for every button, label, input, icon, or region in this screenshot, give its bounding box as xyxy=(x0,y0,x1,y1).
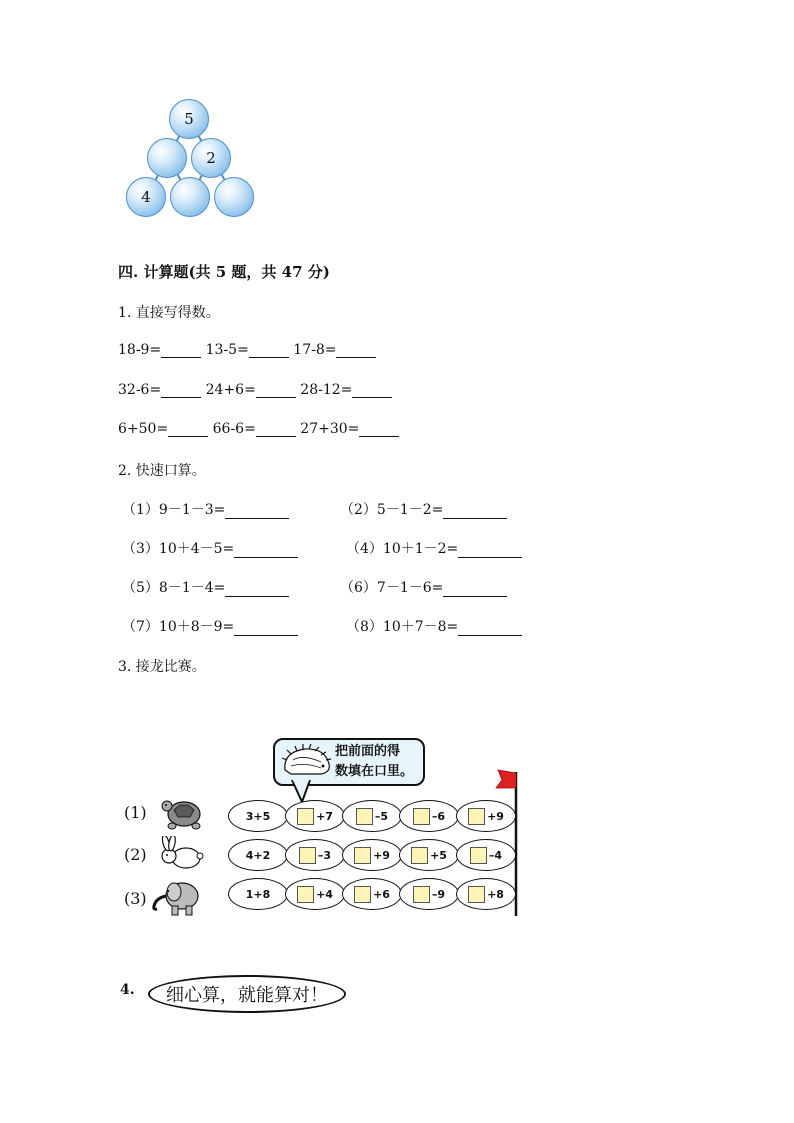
answer-blank[interactable] xyxy=(168,422,208,437)
turtle-icon xyxy=(158,796,208,832)
answer-blank[interactable] xyxy=(443,582,507,597)
answer-box[interactable] xyxy=(297,808,314,825)
q2-item xyxy=(346,616,522,636)
chain-op: +9 xyxy=(373,848,390,862)
q2-item xyxy=(340,577,507,597)
chain-oval xyxy=(342,800,402,832)
answer-blank[interactable] xyxy=(249,343,289,358)
row-label: (2) xyxy=(124,845,147,864)
answer-box[interactable] xyxy=(299,847,316,864)
chain-op: +4 xyxy=(316,887,333,901)
chain-oval xyxy=(456,878,516,910)
chain-op: +5 xyxy=(430,848,447,862)
q2-expr: （3）10＋4－5= xyxy=(122,541,235,557)
hedgehog-icon xyxy=(281,744,333,778)
q2-expr: （1）9－1－3= xyxy=(122,502,226,518)
q2-expr: （8）10＋7－8= xyxy=(346,619,459,635)
answer-box[interactable] xyxy=(468,808,485,825)
q3-title: 3. 接龙比赛。 xyxy=(118,659,206,675)
start-oval xyxy=(228,839,288,871)
answer-box[interactable] xyxy=(354,847,371,864)
chain-op: –6 xyxy=(431,809,446,823)
speech-line: 把前面的得 xyxy=(335,744,401,759)
chain-op: –5 xyxy=(374,809,389,823)
q4-number: 4. xyxy=(120,982,135,998)
q1-row xyxy=(118,342,376,358)
pyramid-ball-bottom-left xyxy=(126,177,166,217)
speech-line: 数填在口里。 xyxy=(335,764,414,779)
q2-expr: （5）8－1－4= xyxy=(122,580,226,596)
row-label: (1) xyxy=(124,803,147,822)
answer-blank[interactable] xyxy=(359,422,399,437)
q2-item xyxy=(122,499,289,519)
answer-box[interactable] xyxy=(297,886,314,903)
q2-item xyxy=(122,616,298,636)
answer-blank[interactable] xyxy=(256,383,296,398)
chain-oval xyxy=(285,800,345,832)
chain-oval xyxy=(342,878,402,910)
chain-op: +9 xyxy=(487,809,504,823)
q1-expr: 28-12= xyxy=(300,382,353,398)
answer-box[interactable] xyxy=(470,847,487,864)
q2-item xyxy=(340,499,507,519)
q1-expr: 18-9= xyxy=(118,342,162,358)
start-expr: 3+5 xyxy=(245,809,271,823)
answer-blank[interactable] xyxy=(256,422,296,437)
chain-oval xyxy=(456,839,516,871)
start-expr: 4+2 xyxy=(245,848,271,862)
pyramid-ball-top xyxy=(169,99,209,139)
q4-banner xyxy=(148,975,346,1013)
answer-box[interactable] xyxy=(356,808,373,825)
pyramid-value: 2 xyxy=(206,149,216,167)
answer-blank[interactable] xyxy=(161,383,201,398)
chain-oval xyxy=(285,878,345,910)
q2-item xyxy=(346,538,522,558)
chain-oval xyxy=(285,839,345,871)
q1-expr: 17-8= xyxy=(293,342,337,358)
q4-banner-text: 细心算，就能算对！ xyxy=(166,985,328,1006)
answer-box[interactable] xyxy=(354,886,371,903)
pyramid-ball-middle-left[interactable] xyxy=(147,138,187,178)
pyramid-ball-bottom-mid[interactable] xyxy=(170,177,210,217)
answer-box[interactable] xyxy=(413,808,430,825)
pyramid-value: 5 xyxy=(184,110,194,128)
chain-op: +6 xyxy=(373,887,390,901)
pyramid-ball-bottom-right[interactable] xyxy=(214,177,254,217)
answer-blank[interactable] xyxy=(234,543,298,558)
q2-item xyxy=(122,538,298,558)
answer-blank[interactable] xyxy=(458,543,522,558)
chain-oval xyxy=(399,800,459,832)
q1-expr: 6+50= xyxy=(118,421,169,437)
answer-blank[interactable] xyxy=(161,343,201,358)
q2-expr: （7）10＋8－9= xyxy=(122,619,235,635)
chain-op: –4 xyxy=(488,848,503,862)
chain-oval xyxy=(399,839,459,871)
answer-blank[interactable] xyxy=(234,621,298,636)
start-oval xyxy=(228,878,288,910)
chain-op: +7 xyxy=(316,809,333,823)
q1-expr: 13-5= xyxy=(205,342,249,358)
chain-op: –9 xyxy=(431,887,446,901)
pyramid-ball-middle-right xyxy=(191,138,231,178)
q2-item xyxy=(122,577,289,597)
chain-oval xyxy=(456,800,516,832)
speech-bubble xyxy=(273,738,425,786)
q2-expr: （4）10＋1－2= xyxy=(346,541,459,557)
chain-op: +8 xyxy=(487,887,504,901)
q1-row xyxy=(118,382,392,398)
answer-box[interactable] xyxy=(468,886,485,903)
q1-expr: 66-6= xyxy=(212,421,256,437)
start-expr: 1+8 xyxy=(245,887,271,901)
row-label: (3) xyxy=(124,889,147,908)
elephant-icon xyxy=(150,876,204,918)
q2-expr: （6）7－1－6= xyxy=(340,580,444,596)
answer-blank[interactable] xyxy=(443,504,507,519)
chain-oval xyxy=(399,878,459,910)
answer-blank[interactable] xyxy=(458,621,522,636)
q1-expr: 32-6= xyxy=(118,382,162,398)
q2-title: 2. 快速口算。 xyxy=(118,463,206,479)
answer-blank[interactable] xyxy=(352,383,392,398)
answer-box[interactable] xyxy=(413,886,430,903)
answer-blank[interactable] xyxy=(336,343,376,358)
rabbit-icon xyxy=(156,836,206,872)
q1-row xyxy=(118,421,399,437)
q1-expr: 27+30= xyxy=(300,421,360,437)
q1-expr: 24+6= xyxy=(205,382,256,398)
chain-op: –3 xyxy=(317,848,332,862)
q2-expr: （2）5－1－2= xyxy=(340,502,444,518)
answer-blank[interactable] xyxy=(225,504,289,519)
speech-text xyxy=(335,742,413,782)
answer-blank[interactable] xyxy=(225,582,289,597)
start-oval xyxy=(228,800,288,832)
q1-title: 1. 直接写得数。 xyxy=(118,305,220,321)
section-title: 四. 计算题(共 5 题，共 47 分) xyxy=(118,263,330,281)
pyramid-value: 4 xyxy=(141,188,151,206)
answer-box[interactable] xyxy=(411,847,428,864)
chain-oval xyxy=(342,839,402,871)
